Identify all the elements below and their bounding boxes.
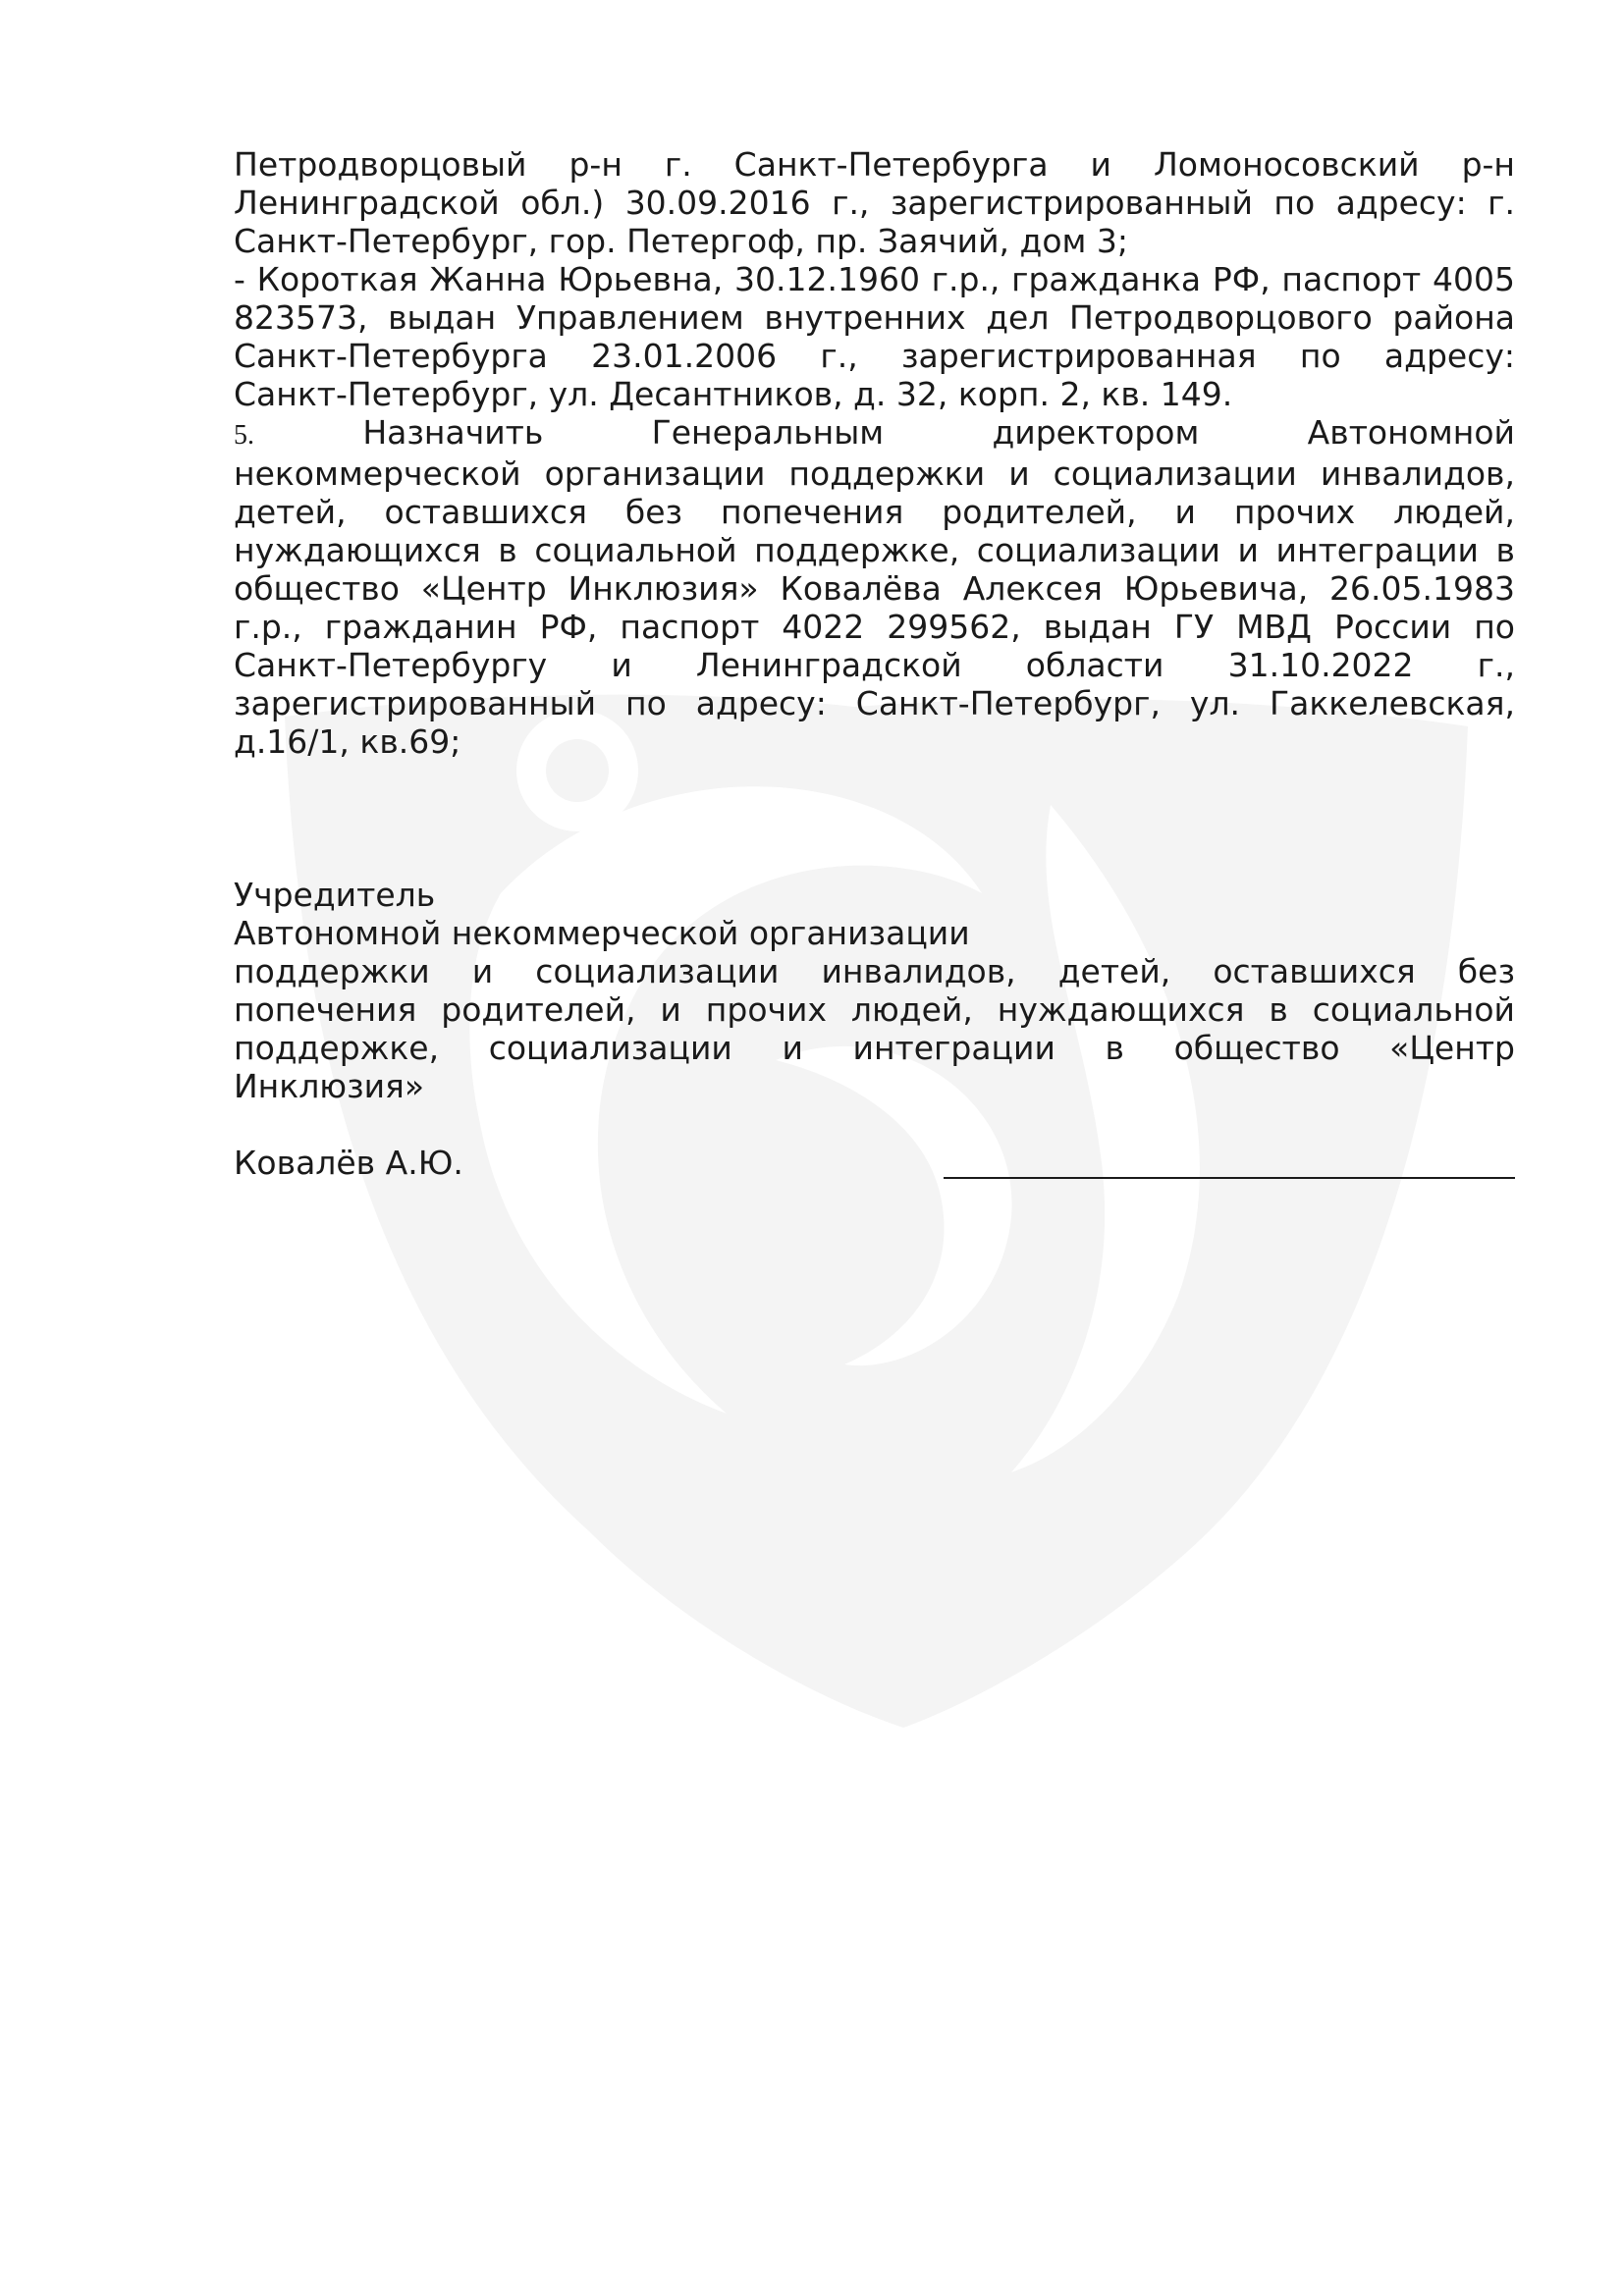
item-5-line: г.р., гражданин РФ, паспорт 4022 299562, выдан ГУ МВД России по (234, 608, 1515, 646)
signatory-name: Ковалёв А.Ю. (234, 1144, 463, 1182)
signature-row (234, 1144, 1515, 1182)
founder-org-line: поддержке, социализации и интеграции в общество «Центр (234, 1029, 1515, 1067)
founder-org-line: Инклюзия» (234, 1067, 425, 1105)
spacer (234, 761, 1515, 876)
body-line: Санкт-Петербурга 23.01.2006 г., зарегистрированная по адресу: (234, 337, 1515, 375)
item-5-text: Назначить Генеральным директором Автономной (362, 413, 1515, 452)
founder-org-line: попечения родителей, и прочих людей, нуждающихся в социальной (234, 990, 1515, 1029)
item-5-line: нуждающихся в социальной поддержке, социализации и интеграции в (234, 531, 1515, 569)
body-line: Санкт-Петербург, ул. Десантников, д. 32, корп. 2, кв. 149. (234, 375, 1233, 413)
item-5-line: зарегистрированный по адресу: Санкт-Петербург, ул. Гаккелевская, (234, 684, 1515, 722)
signature-line (944, 1177, 1515, 1179)
item-5-first-line (234, 413, 1515, 454)
item-5-line: детей, оставшихся без попечения родителей, и прочих людей, (234, 493, 1515, 531)
document-body (234, 145, 1515, 1182)
body-line: 823573, выдан Управлением внутренних дел Петродворцового района (234, 298, 1515, 337)
item-5-line: общество «Центр Инклюзия» Ковалёва Алексея Юрьевича, 26.05.1983 (234, 569, 1515, 608)
body-line: Санкт-Петербург, гор. Петергоф, пр. Заячий, дом 3; (234, 222, 1129, 260)
body-line: - Короткая Жанна Юрьевна, 30.12.1960 г.р., гражданка РФ, паспорт 4005 (234, 260, 1515, 298)
spacer (234, 1105, 1515, 1144)
founder-org-line: Автономной некоммерческой организации (234, 914, 970, 952)
founder-org-line: поддержки и социализации инвалидов, детей, оставшихся без (234, 952, 1515, 990)
item-number: 5. (234, 420, 254, 451)
founder-title: Учредитель (234, 876, 436, 914)
body-line: Ленинградской обл.) 30.09.2016 г., зарегистрированный по адресу: г. (234, 184, 1515, 222)
item-5-line: д.16/1, кв.69; (234, 722, 461, 761)
item-5-line: некоммерческой организации поддержки и социализации инвалидов, (234, 454, 1515, 493)
body-line: Петродворцовый р-н г. Санкт-Петербурга и Ломоносовский р-н (234, 145, 1515, 184)
item-5-line: Санкт-Петербургу и Ленинградской области 31.10.2022 г., (234, 646, 1515, 684)
